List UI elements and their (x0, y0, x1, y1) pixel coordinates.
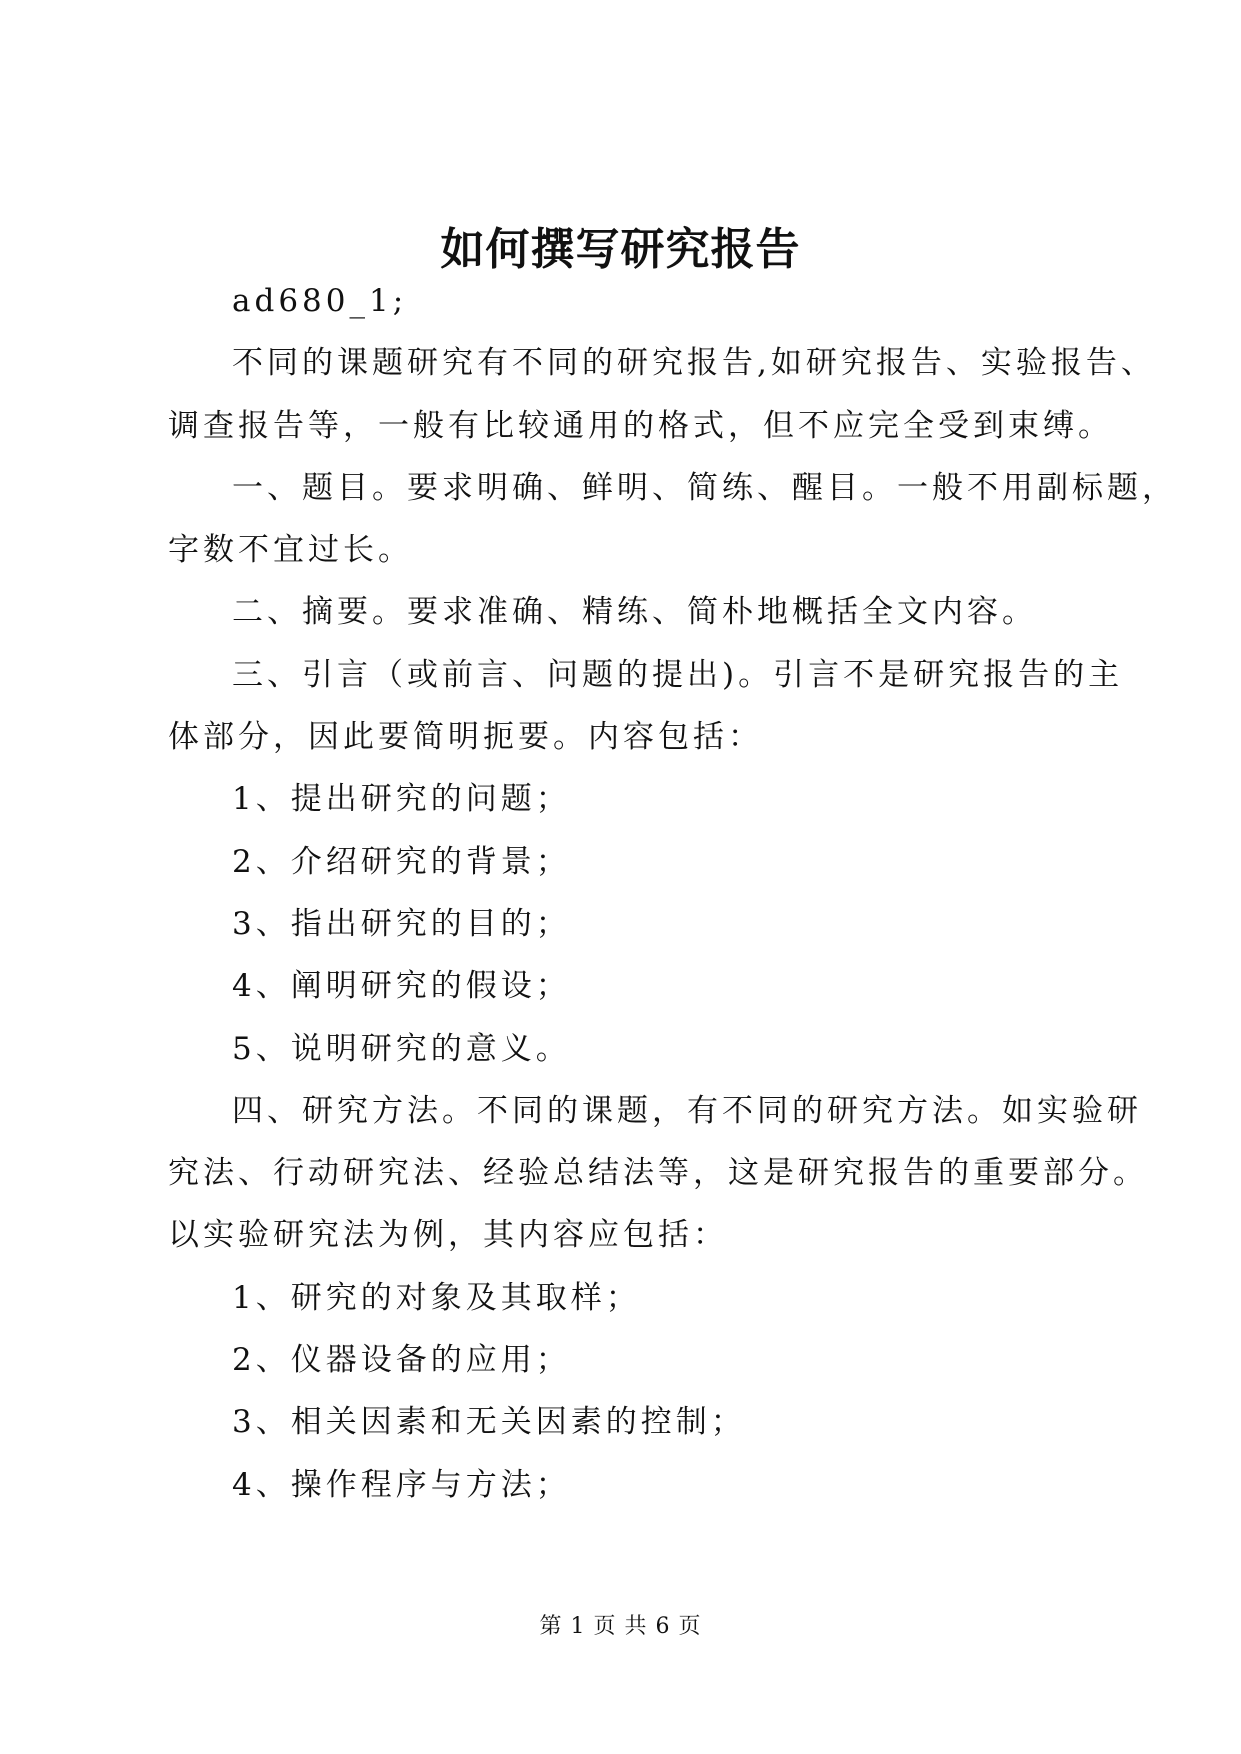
list-item: 2、介绍研究的背景； (232, 843, 571, 880)
list-item: 4、阐明研究的假设； (232, 968, 571, 1005)
text-line: 一、题目。要求明确、鲜明、简练、醒目。一般不用副标题， (232, 469, 1177, 506)
list-item: 4、操作程序与方法； (232, 1466, 571, 1503)
text-line: 字数不宜过长。 (168, 532, 413, 569)
text-line: 不同的课题研究有不同的研究报告,如研究报告、实验报告、 (232, 345, 1156, 382)
text-line: 体部分，因此要简明扼要。内容包括： (168, 719, 763, 756)
text-line: ad680_1; (232, 283, 408, 319)
list-item: 1、研究的对象及其取样； (232, 1279, 641, 1316)
text-line: 四、研究方法。不同的课题，有不同的研究方法。如实验研 (232, 1092, 1142, 1129)
list-item: 5、说明研究的意义。 (232, 1030, 571, 1067)
text-line: 三、引言（或前言、问题的提出)。引言不是研究报告的主 (232, 656, 1124, 693)
text-line: 以实验研究法为例，其内容应包括： (168, 1217, 728, 1254)
list-item: 3、相关因素和无关因素的控制； (232, 1404, 746, 1441)
document-body (168, 270, 1177, 1516)
text-line: 究法、行动研究法、经验总结法等，这是研究报告的重要部分。 (168, 1155, 1148, 1192)
list-item: 2、仪器设备的应用； (232, 1342, 571, 1379)
text-line: 调查报告等，一般有比较通用的格式，但不应完全受到束缚。 (168, 407, 1113, 444)
page-footer: 第 1 页 共 6 页 (539, 1614, 702, 1639)
text-line: 二、摘要。要求准确、精练、简朴地概括全文内容。 (232, 594, 1037, 631)
document-title: 如何撰写研究报告 (440, 224, 801, 275)
list-item: 3、指出研究的目的； (232, 905, 571, 942)
list-item: 1、提出研究的问题； (232, 781, 571, 818)
